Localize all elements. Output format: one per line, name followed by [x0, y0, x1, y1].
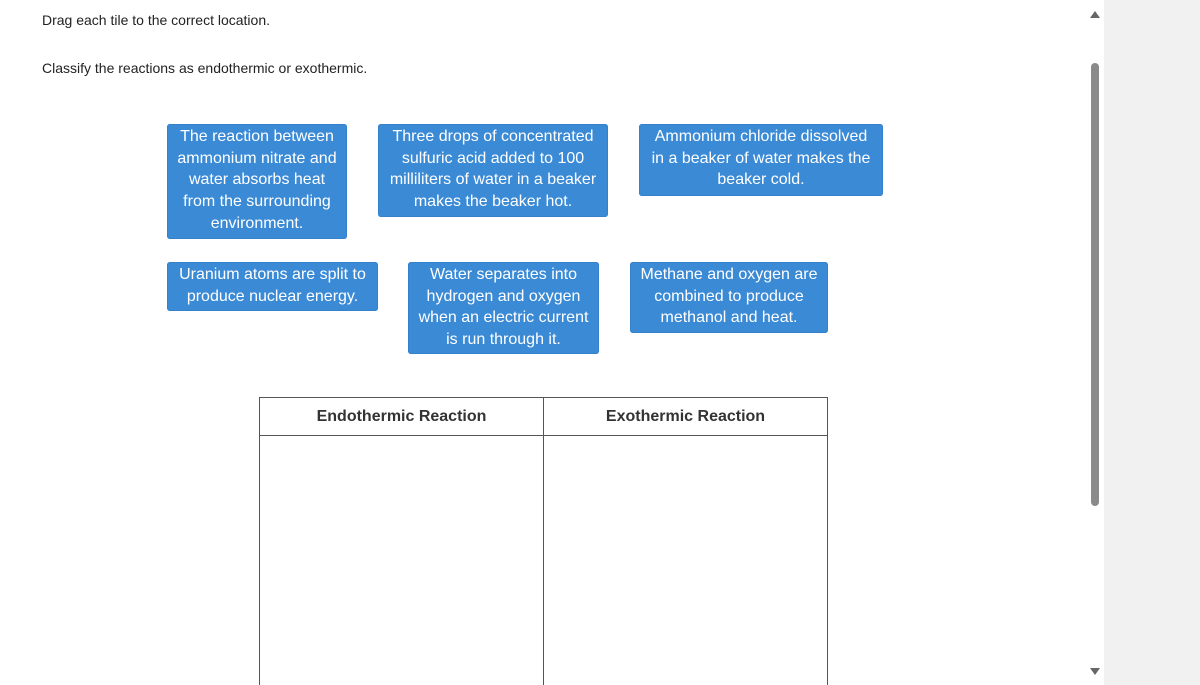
draggable-tile[interactable]: Uranium atoms are split to produce nuclear energy.	[167, 262, 378, 311]
draggable-tile[interactable]: The reaction between ammonium nitrate and water absorbs heat from the surrounding environment.	[167, 124, 347, 239]
instruction-drag: Drag each tile to the correct location.	[42, 12, 271, 28]
vertical-scrollbar[interactable]	[1086, 0, 1104, 685]
endothermic-column	[260, 398, 543, 685]
scroll-thumb[interactable]	[1091, 63, 1099, 506]
classification-table	[259, 397, 828, 685]
endothermic-header: Endothermic Reaction	[260, 398, 543, 436]
endothermic-drop-zone[interactable]	[260, 436, 543, 685]
exothermic-drop-zone[interactable]	[544, 436, 827, 685]
instruction-classify: Classify the reactions as endothermic or exothermic.	[42, 60, 368, 76]
draggable-tile[interactable]: Ammonium chloride dissolved in a beaker of water makes the beaker cold.	[639, 124, 883, 196]
exothermic-column	[543, 398, 827, 685]
draggable-tile[interactable]: Three drops of concentrated sulfuric acid added to 100 milliliters of water in a beaker makes the beaker hot.	[378, 124, 608, 217]
scroll-down-arrow-icon[interactable]	[1090, 668, 1100, 675]
draggable-tile[interactable]: Methane and oxygen are combined to produce methanol and heat.	[630, 262, 828, 333]
exothermic-header: Exothermic Reaction	[544, 398, 827, 436]
scroll-up-arrow-icon[interactable]	[1090, 11, 1100, 18]
draggable-tile[interactable]: Water separates into hydrogen and oxygen when an electric current is run through it.	[408, 262, 599, 354]
